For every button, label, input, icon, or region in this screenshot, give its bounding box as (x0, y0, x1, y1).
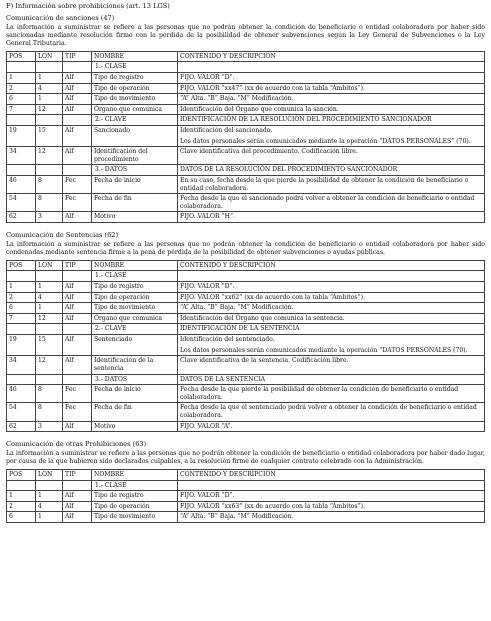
tip-cell: Alf (63, 104, 92, 115)
table-row (7, 356, 485, 374)
class-row (7, 324, 485, 335)
description-cell (178, 292, 485, 303)
column-header: TIP (63, 51, 92, 62)
class-row (7, 115, 485, 126)
lon-cell: 12 (36, 104, 63, 115)
section (6, 231, 485, 432)
pos-cell: 7 (7, 313, 36, 324)
column-header: CONTENIDO Y DESCRIPCIÓN (178, 260, 485, 271)
empty-cell (36, 374, 63, 385)
description-text: FIJO. VALOR “D”. (180, 283, 235, 291)
tip-cell: Alf (63, 94, 92, 105)
tip-cell: Alf (63, 83, 92, 94)
description-text: IDENTIFICACIÓN DE LA RESOLUCIÓN DEL PROCEDIMIENTO SANCIONADOR (180, 116, 432, 124)
section-intro: La información a suministrar se refiere a las personas que no podrán obtener la condición de beneficiario o entidad colaboradora por haber sido sancionadas mediante resolución firme con la pérdida de la posibilidad de obtener subvenciones según la Ley General de Subvenciones o la Ley General Tributaria. (6, 24, 485, 47)
pos-cell: 54 (7, 194, 36, 212)
empty-cell (7, 374, 36, 385)
description-cell (178, 501, 485, 512)
description-text: FIJO. VALOR “xx62” (xx de acuerdo con la tabla “Ámbitos”). (180, 293, 365, 301)
empty-cell (63, 115, 92, 126)
name-cell: Fecha de fin (92, 403, 178, 421)
tip-cell: Fec (63, 385, 92, 403)
description-cell (178, 282, 485, 293)
sections-container (6, 14, 485, 523)
tip-cell: Fec (63, 194, 92, 212)
lon-cell: 1 (36, 491, 63, 502)
tip-cell: Fec (63, 176, 92, 194)
column-header: LON (36, 51, 63, 62)
lon-cell: 1 (36, 94, 63, 105)
name-cell: Fecha de inicio (92, 385, 178, 403)
pos-cell: 62 (7, 421, 36, 432)
description-cell (178, 324, 485, 335)
description-cell (178, 62, 485, 73)
section-intro: La información a suministrar se refiere a las personas que no podrán obtener la condición de beneficiario o entidad colaboradora por haber dado lugar, por causa de la que hubieren sido declarados culpables, a la resolución firme de cualquier contrato celebrado con la Administración. (6, 450, 485, 466)
record-layout-table (6, 51, 485, 223)
tip-cell: Alf (63, 292, 92, 303)
table-row (7, 125, 485, 146)
class-row (7, 480, 485, 491)
class-row (7, 165, 485, 176)
description-text: FIJO. VALOR “D”. (180, 73, 235, 81)
class-name: 2.- CLAVE (92, 115, 178, 126)
description-cell (178, 491, 485, 502)
description-text: DATOS DE LA SENTENCIA (180, 375, 266, 383)
description-cell (178, 125, 485, 146)
lon-cell: 12 (36, 313, 63, 324)
name-cell: Fecha de inicio (92, 176, 178, 194)
table-row (7, 83, 485, 94)
description-cell (178, 335, 485, 356)
empty-cell (36, 115, 63, 126)
tip-cell: Alf (63, 491, 92, 502)
description-cell (178, 212, 485, 223)
name-cell: Tipo de registro (92, 491, 178, 502)
pos-cell: 1 (7, 491, 36, 502)
tip-cell: Alf (63, 72, 92, 83)
description-cell (178, 313, 485, 324)
description-cell (178, 271, 485, 282)
description-text: FIJO. VALOR “H”. (180, 213, 236, 221)
description-text: Identificación del Órgano que comunica la sentencia. (180, 314, 345, 322)
pos-cell: 7 (7, 104, 36, 115)
table-row (7, 421, 485, 432)
table-header-row (7, 51, 485, 62)
description-cell (178, 421, 485, 432)
pos-cell: 6 (7, 303, 36, 314)
table-row (7, 282, 485, 293)
lon-cell: 1 (36, 72, 63, 83)
lon-cell: 3 (36, 421, 63, 432)
tip-cell: Alf (63, 512, 92, 523)
description-text: En su caso, fecha desde la que pierde la posibilidad de obtener la condición de beneficiario o entidad colaboradora. (180, 177, 469, 192)
table-row (7, 194, 485, 212)
tip-cell: Alf (63, 282, 92, 293)
empty-cell (7, 115, 36, 126)
empty-cell (7, 324, 36, 335)
class-name: 1.- CLASE (92, 271, 178, 282)
empty-cell (63, 480, 92, 491)
name-cell: Tipo de movimiento (92, 303, 178, 314)
description-cell (178, 303, 485, 314)
description-text: “A” Alta. “B” Baja. “M” Modificación. (180, 304, 294, 312)
document-page (6, 0, 485, 523)
pos-cell: 46 (7, 385, 36, 403)
description-text: “A” Alta. “B” Baja. “M” Modificación. (180, 95, 294, 103)
section-title: Comunicación de otras Prohibiciones (63) (6, 440, 147, 449)
table-row (7, 292, 485, 303)
lon-cell: 8 (36, 176, 63, 194)
lon-cell: 15 (36, 125, 63, 146)
pos-cell: 34 (7, 356, 36, 374)
empty-cell (36, 271, 63, 282)
description-text: Los datos personales serán comunicados mediante la operación “DATOS PERSONALES” (70). (180, 137, 471, 145)
lon-cell: 12 (36, 356, 63, 374)
description-text: Identificación del sancionado. (180, 126, 273, 134)
description-text: FIJO. VALOR “xx63” (xx de acuerdo con la tabla “Ámbitos”). (180, 502, 365, 510)
tip-cell: Alf (63, 421, 92, 432)
description-text: FIJO. VALOR “A”. (180, 422, 233, 430)
lon-cell: 3 (36, 212, 63, 223)
table-row (7, 176, 485, 194)
empty-cell (7, 480, 36, 491)
empty-cell (36, 324, 63, 335)
name-cell: Identificación de la sentencia (92, 356, 178, 374)
empty-cell (63, 165, 92, 176)
section-title: Comunicación de Sentencias (62) (6, 231, 119, 240)
description-text: Identificación del Órgano que comunica la sanción. (180, 105, 339, 113)
column-header: POS (7, 260, 36, 271)
lon-cell: 1 (36, 512, 63, 523)
description-text: Fecha desde la que el sancionado podrá volver a obtener la condición de beneficiario o entidad colaboradora. (180, 195, 475, 210)
table-row (7, 72, 485, 83)
description-cell (178, 147, 485, 165)
lon-cell: 8 (36, 194, 63, 212)
section (6, 14, 485, 223)
table-row (7, 491, 485, 502)
tip-cell: Alf (63, 212, 92, 223)
table-row (7, 94, 485, 105)
name-cell: Tipo de operación (92, 292, 178, 303)
record-layout-table (6, 469, 485, 523)
lon-cell: 4 (36, 292, 63, 303)
name-cell: Tipo de operación (92, 501, 178, 512)
description-text: Los datos personales serán comunicados mediante la operación “DATOS PERSONALES (70). (180, 346, 468, 354)
pos-cell: 46 (7, 176, 36, 194)
empty-cell (36, 480, 63, 491)
lon-cell: 4 (36, 83, 63, 94)
lon-cell: 4 (36, 501, 63, 512)
table-header-row (7, 469, 485, 480)
class-name: 1.- CLASE (92, 480, 178, 491)
table-row (7, 303, 485, 314)
tip-cell: Alf (63, 303, 92, 314)
pos-cell: 2 (7, 292, 36, 303)
description-cell (178, 374, 485, 385)
column-header: LON (36, 260, 63, 271)
tip-cell: Alf (63, 335, 92, 356)
description-text: IDENTIFICACIÓN DE LA SENTENCIA (180, 325, 300, 333)
description-cell (178, 403, 485, 421)
column-header: NOMBRE (92, 51, 178, 62)
description-cell (178, 385, 485, 403)
description-text: FIJO. VALOR “xx47” (xx de acuerdo con la tabla “Ámbitos”). (180, 84, 365, 92)
name-cell: Tipo de movimiento (92, 512, 178, 523)
description-text: Clave identificativa de la sentencia. Codificación libre. (180, 357, 349, 365)
pos-cell: 19 (7, 125, 36, 146)
lon-cell: 1 (36, 282, 63, 293)
pos-cell: 6 (7, 512, 36, 523)
description-cell (178, 83, 485, 94)
name-cell: Sancionado (92, 125, 178, 146)
class-row (7, 62, 485, 73)
table-row (7, 501, 485, 512)
empty-cell (7, 165, 36, 176)
name-cell: Órgano que comunica (92, 104, 178, 115)
description-text: Fecha desde la que pierde la posibilidad de obtener la condición de beneficiario o entidad colaboradora. (180, 386, 459, 401)
column-header: TIP (63, 469, 92, 480)
table-row (7, 147, 485, 165)
name-cell: Motivo (92, 212, 178, 223)
name-cell: Sentenciado (92, 335, 178, 356)
table-row (7, 335, 485, 356)
empty-cell (36, 165, 63, 176)
class-name: 2.- CLAVE (92, 324, 178, 335)
pos-cell: 6 (7, 94, 36, 105)
class-name: 3.- DATOS (92, 165, 178, 176)
table-row (7, 403, 485, 421)
description-text: FIJO. VALOR “D”. (180, 492, 235, 500)
empty-cell (63, 62, 92, 73)
name-cell: Tipo de registro (92, 282, 178, 293)
tip-cell: Alf (63, 501, 92, 512)
pos-cell: 19 (7, 335, 36, 356)
description-cell (178, 94, 485, 105)
tip-cell: Fec (63, 403, 92, 421)
description-text: Identificación del sentenciado. (180, 336, 275, 344)
tip-cell: Alf (63, 313, 92, 324)
description-cell (178, 480, 485, 491)
tip-cell: Alf (63, 147, 92, 165)
column-header: CONTENIDO Y DESCRIPCIÓN (178, 51, 485, 62)
description-cell (178, 115, 485, 126)
column-header: NOMBRE (92, 469, 178, 480)
empty-cell (63, 374, 92, 385)
column-header: POS (7, 469, 36, 480)
column-header: LON (36, 469, 63, 480)
description-cell (178, 512, 485, 523)
empty-cell (7, 62, 36, 73)
pos-cell: 1 (7, 72, 36, 83)
empty-cell (7, 271, 36, 282)
name-cell: Órgano que comunica (92, 313, 178, 324)
description-text: Clave identificativa del procedimiento. Codificación libre. (180, 148, 358, 156)
description-cell (178, 194, 485, 212)
column-header: NOMBRE (92, 260, 178, 271)
class-row (7, 374, 485, 385)
description-text: Fecha desde la que el sentenciado podrá volver a obtener la condición de beneficiario o entidad colaboradora. (180, 404, 477, 419)
name-cell: Fecha de fin (92, 194, 178, 212)
description-text: “A” Alta. “B” Baja. “M” Modificación. (180, 513, 294, 521)
lon-cell: 12 (36, 147, 63, 165)
class-name: 3.- DATOS (92, 374, 178, 385)
name-cell: Tipo de movimiento (92, 94, 178, 105)
name-cell: Motivo (92, 421, 178, 432)
name-cell: Tipo de registro (92, 72, 178, 83)
tip-cell: Alf (63, 356, 92, 374)
tip-cell: Alf (63, 125, 92, 146)
page-heading: F) Información sobre prohibiciones (art. 13 LGS) (6, 2, 170, 10)
empty-cell (63, 271, 92, 282)
column-header: CONTENIDO Y DESCRIPCIÓN (178, 469, 485, 480)
name-cell: Tipo de operación (92, 83, 178, 94)
description-cell (178, 176, 485, 194)
pos-cell: 2 (7, 83, 36, 94)
pos-cell: 34 (7, 147, 36, 165)
column-header: TIP (63, 260, 92, 271)
section-intro: La información a suministrar se refiere a las personas que no podrán obtener la condición de beneficiario o entidad colaboradora por haber sido condenadas mediante sentencia firme a la pena de pérdida de la posibilidad de obtener subvenciones o ayudas públicas. (6, 241, 485, 257)
pos-cell: 62 (7, 212, 36, 223)
table-header-row (7, 260, 485, 271)
description-cell (178, 165, 485, 176)
class-name: 1.- CLASE (92, 62, 178, 73)
section-title: Comunicación de sanciones (47) (6, 14, 115, 23)
pos-cell: 1 (7, 282, 36, 293)
empty-cell (63, 324, 92, 335)
table-row (7, 104, 485, 115)
record-layout-table (6, 260, 485, 432)
table-row (7, 313, 485, 324)
description-cell (178, 72, 485, 83)
empty-cell (36, 62, 63, 73)
column-header: POS (7, 51, 36, 62)
lon-cell: 8 (36, 403, 63, 421)
table-row (7, 212, 485, 223)
lon-cell: 8 (36, 385, 63, 403)
pos-cell: 2 (7, 501, 36, 512)
lon-cell: 1 (36, 303, 63, 314)
description-cell (178, 356, 485, 374)
description-text: DATOS DE LA RESOLUCIÓN DEL PROCEDIMIENTO SANCIONADOR (180, 166, 398, 174)
description-cell (178, 104, 485, 115)
table-row (7, 385, 485, 403)
lon-cell: 15 (36, 335, 63, 356)
class-row (7, 271, 485, 282)
table-row (7, 512, 485, 523)
section (6, 440, 485, 523)
pos-cell: 54 (7, 403, 36, 421)
name-cell: Identificación del procedimiento (92, 147, 178, 165)
